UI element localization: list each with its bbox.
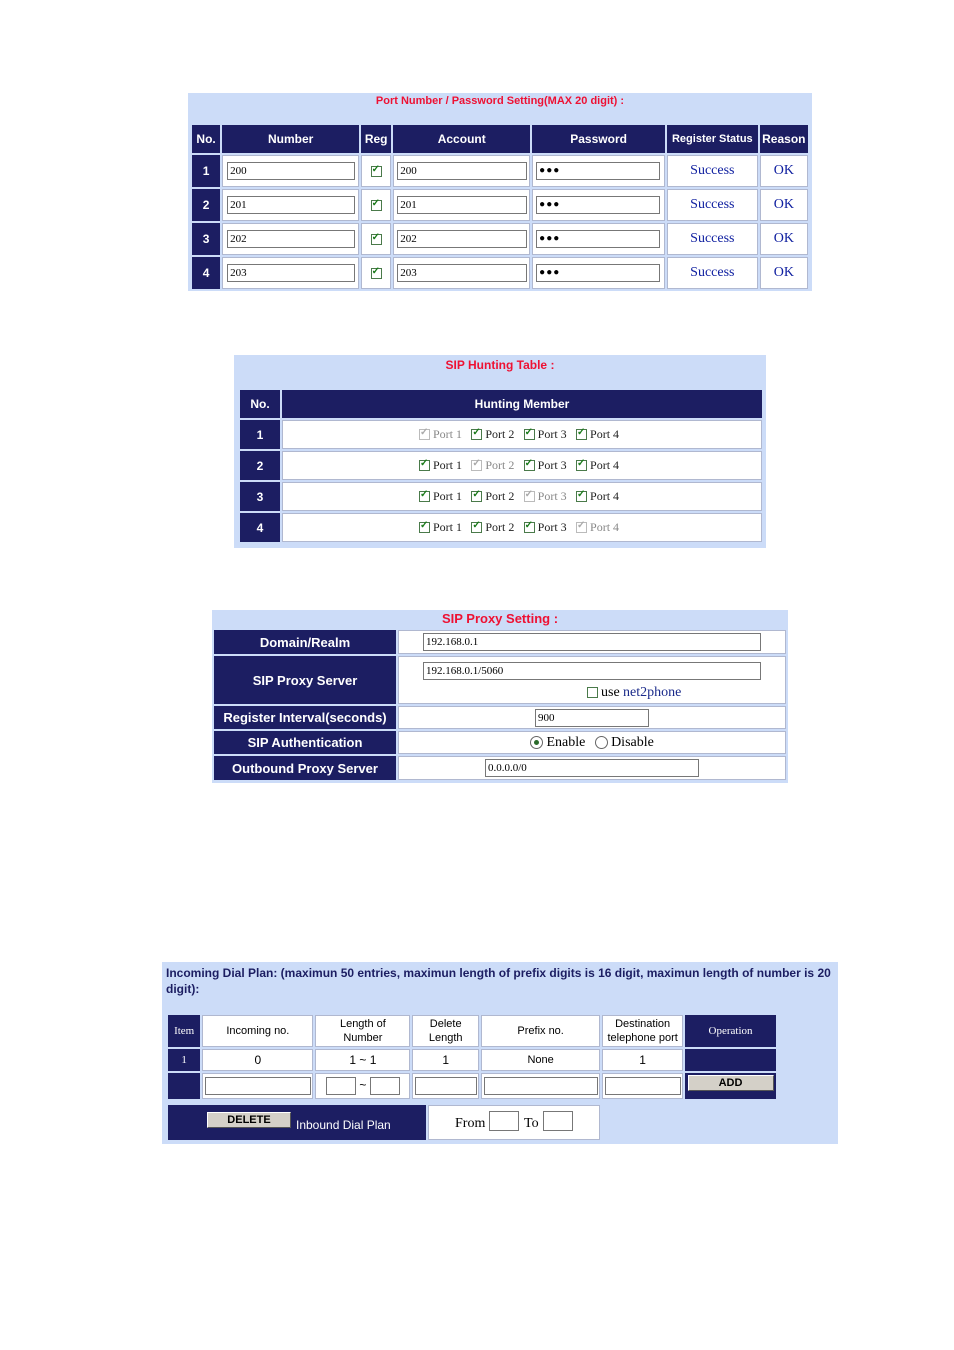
col-delete	[412, 1015, 479, 1047]
table-row	[168, 1049, 776, 1071]
col-register-status: Register Status	[667, 125, 758, 153]
port-label: Port 3	[537, 489, 567, 504]
outbound-proxy-label: Outbound Proxy Server	[214, 756, 396, 780]
port-label: Port 2	[485, 520, 515, 535]
port-label: Port 1	[432, 489, 462, 504]
password-input[interactable]: ●●●	[536, 230, 660, 248]
to-input[interactable]	[543, 1111, 573, 1131]
register-status: Success	[667, 257, 758, 289]
col-destination	[602, 1015, 683, 1047]
from-to-box	[428, 1105, 600, 1140]
row-no: 4	[192, 257, 220, 289]
col-no: No.	[240, 390, 280, 418]
row-dest: 1	[602, 1049, 683, 1071]
use-label: use	[601, 684, 620, 700]
port-label: Port 1	[432, 427, 462, 442]
row-incoming: 0	[202, 1049, 313, 1071]
port-label: Port 1	[432, 520, 462, 535]
dialplan-title: Incoming Dial Plan: (maximun 50 entries, maximun length of prefix digits is 16 digit, maximun length of number is 20 digit):	[166, 966, 831, 996]
table-row	[192, 223, 808, 255]
port-label: Port 4	[590, 427, 620, 442]
from-input[interactable]	[489, 1111, 519, 1131]
reg-checkbox[interactable]	[371, 234, 382, 245]
account-input[interactable]: 202	[397, 230, 527, 248]
col-reg: Reg	[361, 125, 391, 153]
port-label: Port 4	[590, 520, 620, 535]
row-no: 4	[240, 513, 280, 542]
new-length-from-input[interactable]	[326, 1077, 356, 1095]
new-row-item	[168, 1073, 200, 1099]
row-length: 1 ~ 1	[315, 1049, 410, 1071]
port-label: Port 2	[485, 489, 515, 504]
table-row	[240, 513, 762, 542]
table-row	[192, 189, 808, 221]
delete-header-2: Length	[428, 1032, 463, 1044]
port-label: Port 1	[432, 458, 462, 473]
length-header-2: Number	[343, 1032, 383, 1044]
row-no: 3	[240, 482, 280, 511]
new-delete-input[interactable]	[415, 1077, 477, 1095]
register-status: Success	[667, 155, 758, 187]
reason: OK	[760, 155, 808, 187]
reason: OK	[760, 189, 808, 221]
col-prefix: Prefix no.	[481, 1015, 600, 1047]
use-net2phone-checkbox[interactable]	[587, 687, 598, 698]
col-number: Number	[222, 125, 359, 153]
auth-disable-radio[interactable]	[595, 736, 608, 749]
add-button[interactable]: ADD	[688, 1075, 774, 1091]
sip-auth-label: SIP Authentication	[214, 731, 396, 754]
col-no: No.	[192, 125, 220, 153]
row-no: 2	[192, 189, 220, 221]
port-1-checkbox[interactable]	[419, 491, 430, 502]
inbound-delete-bar	[168, 1105, 426, 1140]
col-item: Item	[168, 1015, 200, 1047]
number-input[interactable]: 202	[227, 230, 355, 248]
row-no: 1	[192, 155, 220, 187]
table-row	[192, 155, 808, 187]
new-dest-input[interactable]	[605, 1077, 681, 1095]
row-operation	[685, 1049, 776, 1071]
number-input[interactable]: 200	[227, 162, 355, 180]
port-1-checkbox	[419, 429, 430, 440]
table-row	[240, 420, 762, 449]
sip-proxy-server-label: SIP Proxy Server	[214, 656, 396, 704]
port-label: Port 3	[537, 520, 567, 535]
col-operation: Operation	[685, 1015, 776, 1047]
port-label: Port 3	[537, 458, 567, 473]
hunting-table	[238, 388, 764, 544]
auth-enable-label: Enable	[546, 734, 586, 750]
proxy-panel	[212, 610, 788, 783]
col-reason: Reason	[760, 125, 808, 153]
inbound-dial-plan-label: Inbound Dial Plan	[296, 1118, 391, 1132]
col-account: Account	[393, 125, 530, 153]
from-label: From	[455, 1116, 486, 1131]
reg-checkbox[interactable]	[371, 200, 382, 211]
port-4-checkbox[interactable]	[576, 460, 587, 471]
table-row	[240, 482, 762, 511]
account-input[interactable]: 201	[397, 196, 527, 214]
length-header-1: Length of	[339, 1018, 386, 1030]
account-input[interactable]: 200	[397, 162, 527, 180]
col-hunting-member: Hunting Member	[282, 390, 762, 418]
dialplan-table	[166, 1013, 778, 1101]
row-no: 3	[192, 223, 220, 255]
number-input[interactable]: 203	[227, 264, 355, 282]
port-2-checkbox[interactable]	[471, 491, 482, 502]
port-password-panel	[188, 93, 812, 291]
port-label: Port 2	[485, 458, 515, 473]
tilde-label: ~	[359, 1078, 367, 1093]
auth-enable-radio[interactable]	[530, 736, 543, 749]
account-input[interactable]: 203	[397, 264, 527, 282]
row-no: 1	[240, 420, 280, 449]
port-1-checkbox[interactable]	[419, 460, 430, 471]
port-4-checkbox	[576, 522, 587, 533]
number-input[interactable]: 201	[227, 196, 355, 214]
proxy-title: SIP Proxy Setting :	[441, 611, 559, 626]
reg-checkbox[interactable]	[371, 268, 382, 279]
proxy-table	[212, 628, 788, 782]
port-1-checkbox[interactable]	[419, 522, 430, 533]
password-input[interactable]: ●●●	[536, 196, 660, 214]
port-2-checkbox[interactable]	[471, 429, 482, 440]
port-password-title: Port Number / Password Setting(MAX 20 digit) :	[375, 95, 625, 107]
port-label: Port 4	[590, 458, 620, 473]
password-input[interactable]: ●●●	[536, 264, 660, 282]
port-3-checkbox[interactable]	[524, 522, 535, 533]
port-password-table	[190, 123, 810, 291]
row-no: 2	[240, 451, 280, 480]
auth-disable-label: Disable	[611, 734, 654, 750]
password-input[interactable]: ●●●	[536, 162, 660, 180]
new-incoming-input[interactable]	[205, 1077, 311, 1095]
col-incoming: Incoming no.	[202, 1015, 313, 1047]
hunting-panel	[234, 355, 766, 548]
delete-header-1: Delete	[429, 1018, 462, 1030]
table-row	[192, 257, 808, 289]
port-2-checkbox[interactable]	[471, 522, 482, 533]
reason: OK	[760, 223, 808, 255]
row-prefix: None	[481, 1049, 600, 1071]
domain-input[interactable]: 192.168.0.1	[423, 633, 761, 651]
row-delete: 1	[412, 1049, 479, 1071]
new-prefix-input[interactable]	[484, 1077, 598, 1095]
register-interval-label: Register Interval(seconds)	[214, 706, 396, 729]
col-password: Password	[532, 125, 665, 153]
port-label: Port 2	[485, 427, 515, 442]
table-row	[240, 451, 762, 480]
register-status: Success	[667, 189, 758, 221]
reg-checkbox[interactable]	[371, 166, 382, 177]
dialplan-panel	[162, 962, 838, 1144]
delete-button[interactable]: DELETE	[207, 1112, 291, 1128]
dest-header-2: telephone port	[607, 1032, 678, 1044]
col-length	[315, 1015, 410, 1047]
net2phone-brand: net2phone	[623, 684, 682, 700]
reason: OK	[760, 257, 808, 289]
hunting-title: SIP Hunting Table :	[445, 358, 555, 372]
row-item: 1	[168, 1049, 200, 1071]
sip-proxy-server-input[interactable]: 192.168.0.1/5060	[423, 662, 761, 680]
port-2-checkbox	[471, 460, 482, 471]
port-label: Port 4	[590, 489, 620, 504]
dest-header-1: Destination	[615, 1018, 671, 1030]
new-length-to-input[interactable]	[370, 1077, 400, 1095]
port-label: Port 3	[537, 427, 567, 442]
outbound-proxy-input[interactable]: 0.0.0.0/0	[485, 759, 699, 777]
port-4-checkbox[interactable]	[576, 491, 587, 502]
register-interval-input[interactable]: 900	[535, 709, 649, 727]
port-3-checkbox	[524, 491, 535, 502]
register-status: Success	[667, 223, 758, 255]
domain-label: Domain/Realm	[214, 630, 396, 654]
to-label: To	[524, 1116, 539, 1131]
port-4-checkbox[interactable]	[576, 429, 587, 440]
port-3-checkbox[interactable]	[524, 429, 535, 440]
port-3-checkbox[interactable]	[524, 460, 535, 471]
